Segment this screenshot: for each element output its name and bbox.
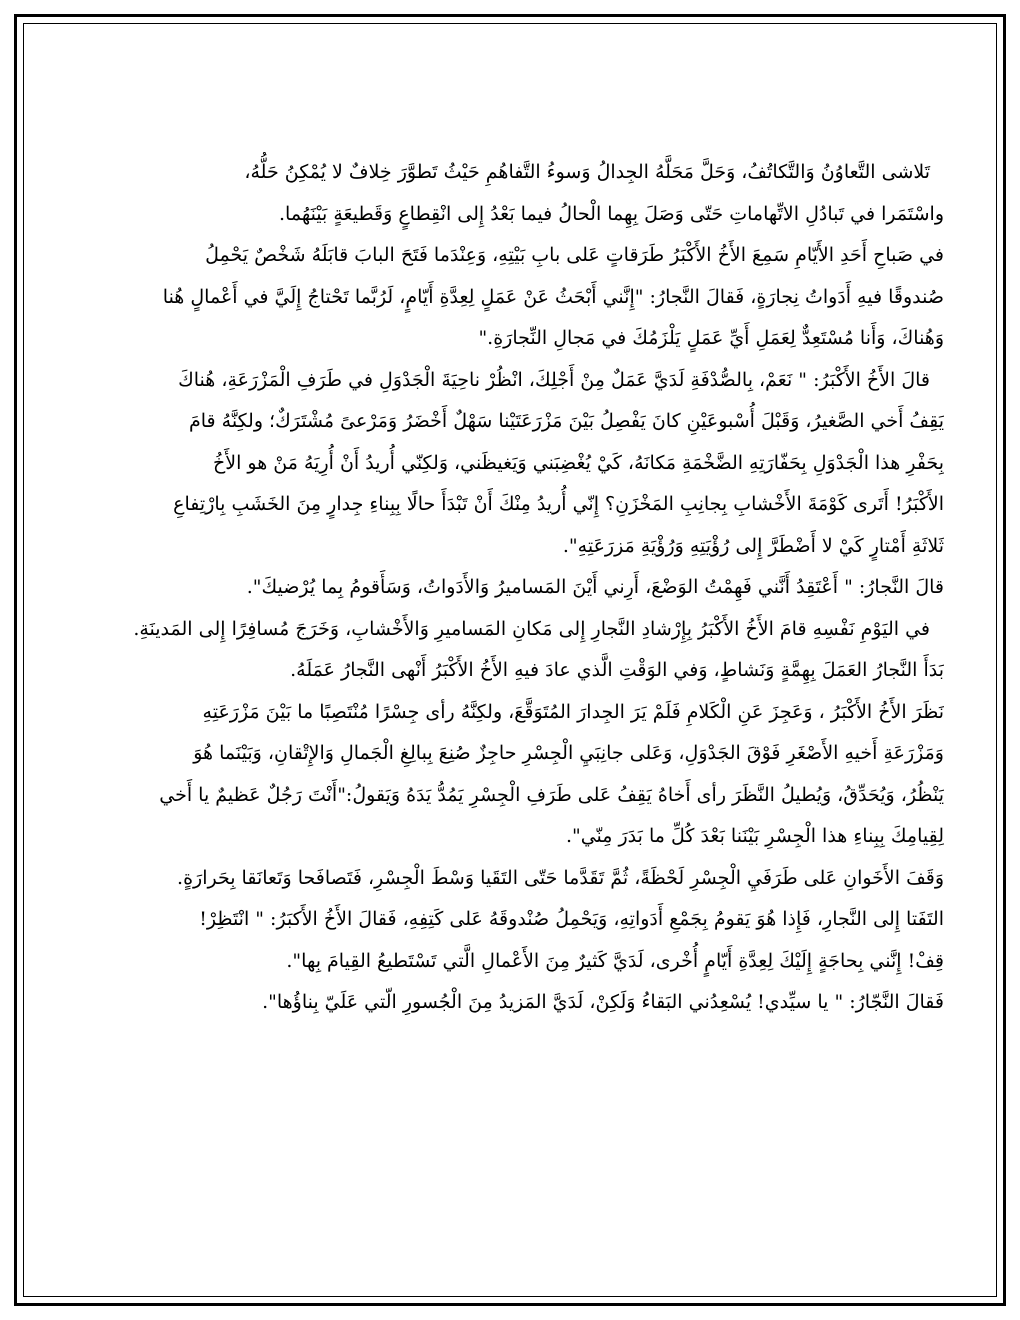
text-line: في صَباحِ أَحَدِ الأَيّامِ سَمِعَ الأَخُ الأَكْبَرُ طَرَقاتٍ عَلى بابِ بَيْتِهِ، وَعِنْدَما فَتَحَ البابَ قابَلَهُ شَخْصٌ يَحْمِلُ xyxy=(205,244,944,266)
text-line: التَفَتا إِلى النَّجارِ، فَإِذا هُوَ يَقومُ بِجَمْعِ أَدَواتِهِ، وَيَحْمِلُ صُنْدوقَهُ عَلى كَتِفِهِ، فَقالَ الأَخُ الأَكبَرُ: " انْتَظِرْ! xyxy=(199,908,944,930)
text-line: يَنْظُرُ، وَيُحَدِّقُ، وَيُطيلُ النَّظَرَ رأى أَخاهُ يَقِفُ عَلى طَرَفِ الْجِسْرِ يَمُدُّ يَدَهُ وَيَقولُ:"أَنْتَ رَجُلٌ عَظيمٌ يا أَخي xyxy=(159,783,944,806)
text-line: وَمَزْرَعَةِ أَخيهِ الأَصْغَرِ فَوْقَ الجَدْوَلِ، وَعَلى جانِبَيِ الْجِسْرِ حاجِزٌ صُنِعَ بِبالِغِ الْجَمالِ وَالإِتْقانِ، وَبَيْنَما هُوَ xyxy=(193,742,944,764)
text-line: وَهُناكَ، وَأَنا مُسْتَعِدٌّ لِعَمَلِ أَيِّ عَمَلٍ يَلْزَمُكَ في مَجالِ النِّجارَةِ." xyxy=(478,327,944,349)
text-line: نَظَرَ الأَخُ الأَكْبَرُ ، وَعَجِزَ عَنِ الْكَلامِ فَلَمْ يَرَ الجِدارَ المُتَوَقَّعَ، ولكِنَّهُ رأى جِسْرًا مُنْتَصِبًا ما بَيْنَ مَزْرَعَتِهِ xyxy=(202,700,944,723)
text-line: ثَلاثَةِ أَمْتارٍ كَيْ لا أَضْطَرَّ إِلى رُؤْيَتِهِ وَرُؤْيَةِ مَزرَعَتِهِ". xyxy=(562,534,944,557)
text-line: تَلاشى التَّعاوُنُ وَالتَّكاتُفُ، وَحَلَّ مَحَلَّهُ الجِدالُ وَسوءُ التَّفاهُمِ حَيْثُ تَطوَّرَ خِلافٌ لا يُمْكِنُ حَلُّهُ، xyxy=(244,161,930,183)
text-line: فَقالَ النَّجّارُ: " يا سيِّدي! يُسْعِدُني البَقاءُ وَلَكِنْ، لَدَيَّ المَزيدُ مِنَ الْجُسورِ الّتي عَلَيّ بِناؤُها". xyxy=(262,991,944,1013)
text-line: قالَ النَّجارُ: " أَعْتَقِدُ أَنَّني فَهِمْتُ الوَضْعَ، أَرِني أَيْنَ المَساميرُ وَالأَدَواتُ، وَسَأَقومُ بِما يُرْضيكَ". xyxy=(246,576,944,598)
text-line: صُندوقًا فيهِ أَدَواتُ نِجارَةٍ، فَقالَ النَّجارُ: "إِنَّني أَبْحَثُ عَنْ عَمَلٍ لِعِدَّةِ أَيّامٍ، لَرُبَّما تَحْتاجُ إِلَيَّ في أَعْمالٍ هُنا xyxy=(162,285,944,308)
text-line: يَقِفُ أَخي الصَّغيرُ، وَقَبْلَ أُسْبوعَيْنِ كانَ يَفْصِلُ بَيْنَ مَزْرَعَتَيْنا سَهْلٌ أَخْضَرُ وَمَرْعىً مُشْتَرَكٌ؛ ولكِنَّهُ قامَ xyxy=(188,410,944,432)
text-line: قِفْ! إِنَّني بِحاجَةٍ إِلَيْكَ لِعِدَّةِ أَيّامٍ أُخْرى، لَدَيَّ كَثيرٌ مِنَ الأَعْمالِ الَّتي تَسْتَطيعُ القِيامَ بِها". xyxy=(286,949,944,972)
text-line: بَدَأَ النَّجارُ العَمَلَ بِهِمَّةٍ وَنَشاطٍ، وَفي الوَقْتِ الَّذي عادَ فيهِ الأَخُ الأَكْبَرُ أَنْهى النَّجارُ عَمَلَهُ. xyxy=(290,659,944,681)
text-line: بِحَفْرِ هذا الْجَدْوَلِ بِحَفّارَتِهِ الضَّخْمَةِ مَكانَهُ، كَيْ يُغْضِبَني وَيَغيظَني، وَلكِنّي أُريدُ أَنْ أُرِيَهُ مَنْ هو الأَخُ xyxy=(213,451,944,474)
story-text xyxy=(66,152,944,1024)
text-line: قالَ الأَخُ الأَكْبَرُ: " نَعَمْ، بِالصُّدْفَةِ لَدَيَّ عَمَلٌ مِنْ أَجْلِكَ، انْظُرْ ناحِيَةَ الْجَدْوَلِ في طَرَفِ الْمَزْرَعَةِ، هُناكَ xyxy=(178,368,930,391)
text-line: في اليَوْمِ نَفْسِهِ قامَ الأَخُ الأَكْبَرُ بِإِرْشادِ النَّجارِ إِلى مَكانِ المَساميرِ وَالأَخْشابِ، وَخَرَجَ مُسافِرًا إِلى المَدينَةِ. xyxy=(133,617,930,640)
text-line: لِقِيامِكَ بِبِناءِ هذا الْجِسْرِ بَيْنَنا بَعْدَ كُلِّ ما بَدَرَ مِنّي". xyxy=(565,825,944,847)
text-line: الأَكْبَرُ! أَتَرى كَوْمَةَ الأَخْشابِ بِجانِبِ المَخْزَنِ؟ إِنّي أُريدُ مِنْكَ أَنْ تَبْدَأَ حالًا بِبِناءِ جِدارٍ مِنَ الخَشَبِ بِارْتِفاعِ xyxy=(173,493,944,515)
text-line: واسْتَمَرا في تَبادُلِ الاتِّهاماتِ حَتّى وَصَلَ بِهِما الْحالُ فيما بَعْدُ إِلى انْقِطاعٍ وَقَطيعَةٍ بَيْنَهُما. xyxy=(279,202,944,225)
text-line: وَقَفَ الأَخَوانِ عَلى طَرَفَيِ الْجِسْرِ لَحْظَةً، ثُمَّ تَقَدَّما حَتّى التَقَيا وَسْطَ الْجِسْرِ، فَتَصافَحا وَتَعانَقا بِحَرارَةٍ. xyxy=(177,866,944,889)
